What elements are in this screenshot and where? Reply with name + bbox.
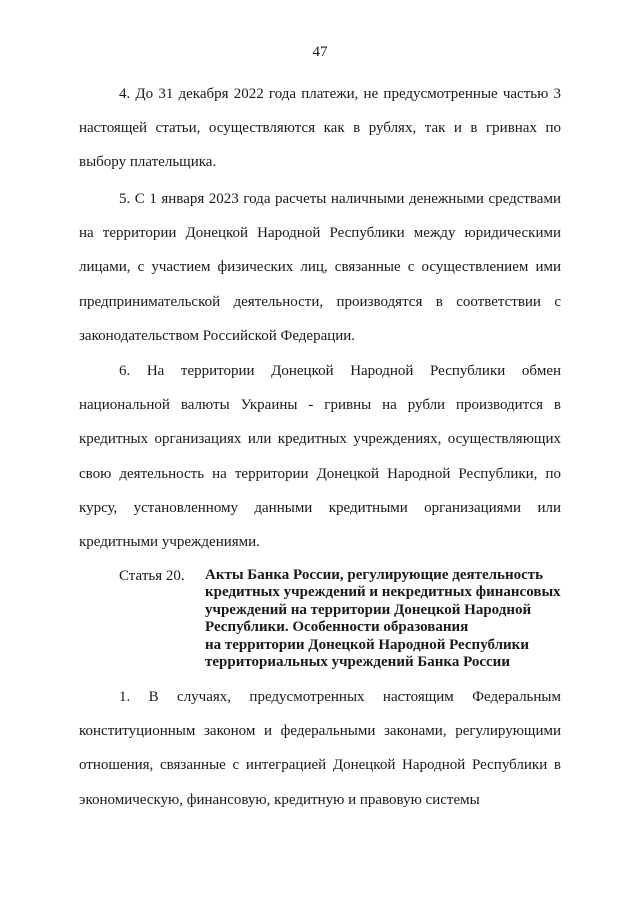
article-title-line: учреждений на территории Донецкой Народной <box>205 601 532 618</box>
paragraph-4: 4. До 31 декабря 2022 года платежи, не предусмотренные частью 3 настоящей статьи, осуществляются как в рублях, так и в гривнах по выбору плательщика. <box>79 86 561 171</box>
article-title-line: кредитных учреждений и некредитных финансовых <box>205 584 561 601</box>
page-number: 47 <box>312 44 328 60</box>
paragraph-5: 5. С 1 января 2023 года расчеты наличными денежными средствами на территории Донецкой Народной Республики между юридическими лицами, с участием физических лиц, связанные с осуществлением ими предпринимательской деятельности, производятся в соответствии с законодательством Российской Федерации. <box>79 191 561 344</box>
paragraph-article-20-1: 1. В случаях, предусмотренных настоящим Федеральным конституционным законом и федеральными законами, регулирующими отношения, связанные с интеграцией Донецкой Народной Республики в экономическую, финансовую, кредитную и правовую системы <box>79 689 561 808</box>
article-title <box>205 567 565 671</box>
article-label: Статья 20. <box>119 568 185 584</box>
article-title-line: Акты Банка России, регулирующие деятельность <box>205 567 544 583</box>
article-title-line: на территории Донецкой Народной Республики <box>205 636 529 653</box>
article-title-line: Республики. Особенности образования <box>205 619 469 636</box>
article-title-line: территориальных учреждений Банка России <box>205 654 510 671</box>
paragraph-6: 6. На территории Донецкой Народной Республики обмен национальной валюты Украины - гривны на рубли производится в кредитных организациях или кредитных учреждениях, осуществляющих свою деятельность на территории Донецкой Народной Республики, по курсу, установленному данными кредитными организациями или кредитными учреждениями. <box>79 363 561 551</box>
